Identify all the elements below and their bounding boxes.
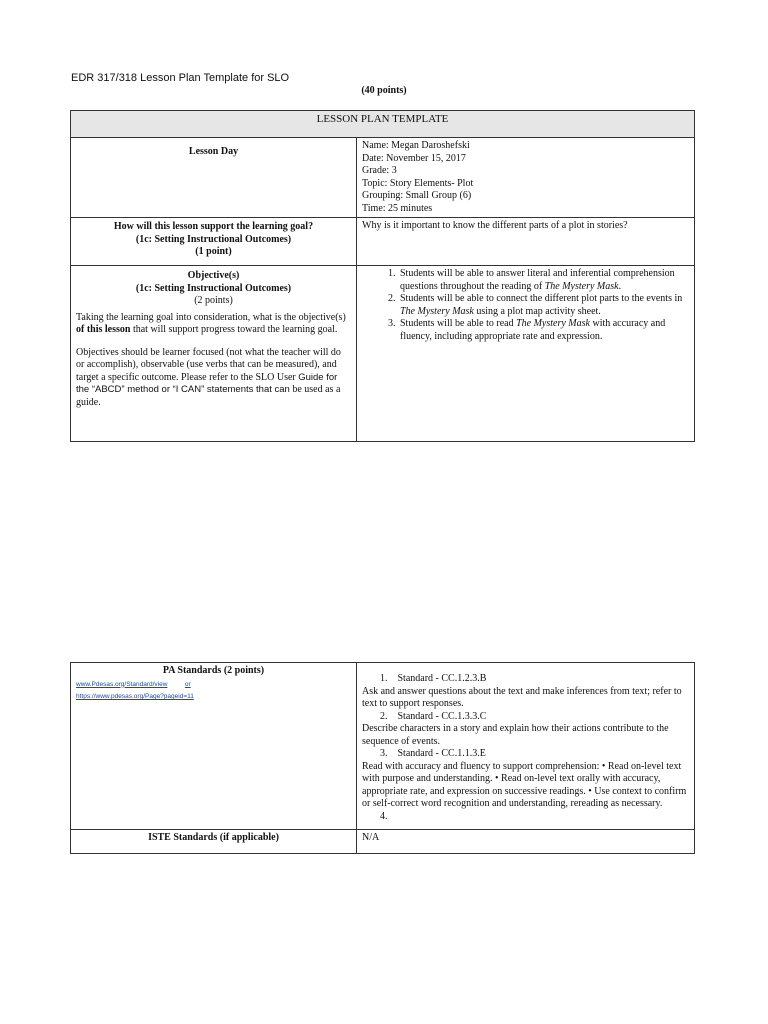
standard-2-desc: Describe characters in a story and explain how their actions contribute to the sequence of events.: [362, 723, 669, 747]
info-name: Name: Megan Daroshefski: [362, 140, 470, 151]
standard-3-desc: Read with accuracy and fluency to support comprehension: • Read on-level text with purpose and understanding. • Read on-level text orally with accuracy, appropriate rate, and expression on successive readings. • Use context to confirm or self-correct word recognition and understanding, rereading as necessary.: [362, 760, 687, 809]
info-time: Time: 25 minutes: [362, 202, 433, 214]
pdesas-standard-link[interactable]: www.Pdesas.org/Standard/view: [76, 680, 168, 688]
table-heading: LESSON PLAN TEMPLATE: [71, 111, 695, 138]
learning-goal-domain: (1c: Setting Instructional Outcomes): [135, 233, 292, 245]
objective-item: 2. Students will be able to connect the different plot parts to the events in The Mystery Mask using a plot map activity sheet.: [398, 293, 689, 318]
or-text: or: [184, 680, 191, 688]
learning-goal-answer: Why is it important to know the different parts of a plot in stories?: [357, 218, 695, 266]
info-grouping: Grouping: Small Group (6): [362, 190, 472, 201]
lesson-day-label: Lesson Day: [71, 138, 357, 218]
objectives-list: [362, 268, 689, 343]
standard-2-title: 2. Standard - CC.1.3.3.C: [380, 710, 487, 722]
objectives-domain: (1c: Setting Instructional Outcomes): [135, 282, 292, 294]
standard-1-desc: Ask and answer questions about the text and make inferences from text; refer to text to support responses.: [362, 685, 682, 709]
learning-goal-points: (1 point): [195, 246, 232, 257]
info-topic: Topic: Story Elements- Plot: [362, 177, 474, 189]
standard-3-title: 3. Standard - CC.1.1.3.E: [380, 748, 486, 759]
objective-item: 3. Students will be able to read The Mystery Mask with accuracy and fluency, including appropriate rate and expression.: [398, 318, 689, 343]
pa-standards-content: [357, 663, 695, 830]
standard-1-title: 1. Standard - CC.1.2.3.B: [380, 673, 487, 684]
learning-goal-question: How will this lesson support the learning goal?: [113, 221, 314, 232]
document-title: EDR 317/318 Lesson Plan Template for SLO: [71, 72, 290, 84]
info-date: Date: November 15, 2017: [362, 152, 466, 164]
iste-standards-value: N/A: [357, 830, 695, 854]
objectives-points: (2 points): [194, 295, 233, 306]
points-label: (40 points): [361, 85, 407, 96]
objectives-instruction-1: Taking the learning goal into consideration, what is the objective(s) of this lesson that will support progress toward the learning goal.: [76, 311, 346, 335]
pa-standards-label-cell: [71, 663, 357, 830]
objective-item: 1. Students will be able to answer literal and inferential comprehension questions throughout the reading of The Mystery Mask.: [398, 268, 689, 293]
objectives-instruction-2: Objectives should be learner focused (not what the teacher will do or accomplish), observable (use verbs that can be measured), and target a specific outcome. Please refer to the SLO User Guide for the “ABCD” method or “I CAN” statements that can be used as a guide.: [76, 346, 341, 408]
pa-standards-label: PA Standards (2 points): [162, 665, 265, 676]
objectives-list-cell: [357, 266, 695, 442]
standard-4-title: 4.: [380, 810, 388, 822]
standards-table: [70, 662, 695, 854]
lesson-day-info: [357, 138, 695, 218]
objectives-label-cell: [71, 266, 357, 442]
iste-standards-label: ISTE Standards (if applicable): [71, 830, 357, 854]
learning-goal-label: [71, 218, 357, 266]
objectives-heading: Objective(s): [187, 270, 240, 281]
pdesas-page-link[interactable]: https://www.pdesas.org/Page?pageid=11: [76, 693, 194, 700]
pa-links-line1: [76, 678, 351, 691]
info-grade: Grade: 3: [362, 165, 397, 176]
pa-links-line2: [76, 690, 351, 703]
lesson-plan-table: [70, 110, 695, 442]
